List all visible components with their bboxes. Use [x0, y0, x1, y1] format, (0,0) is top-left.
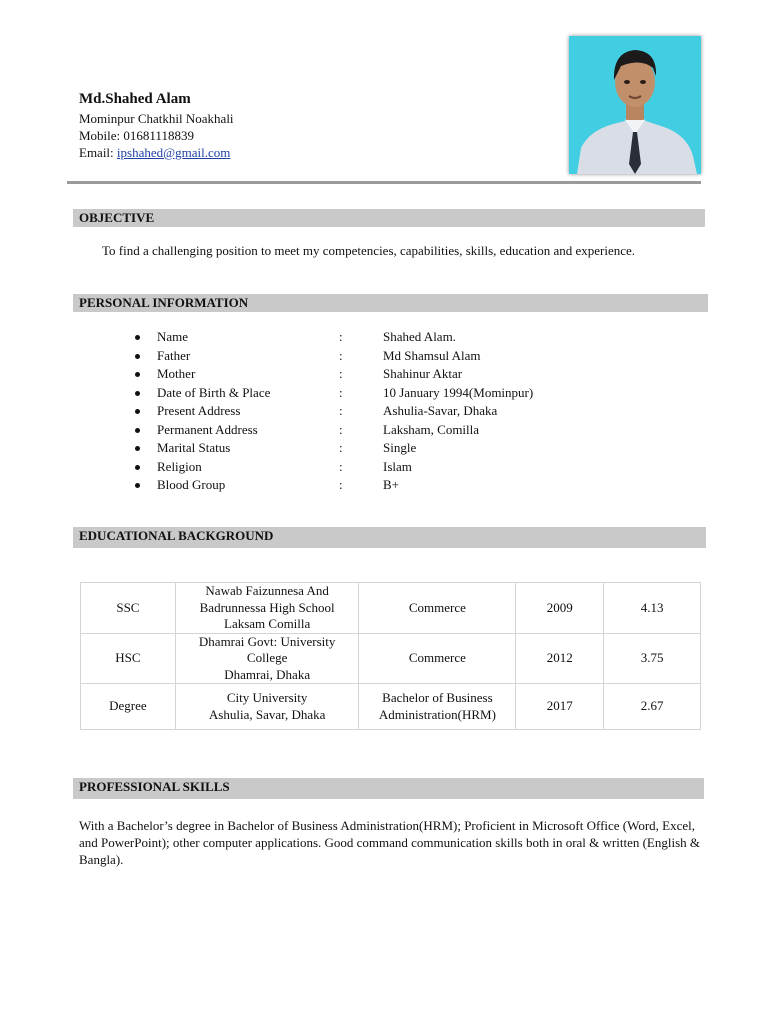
institution-line: College — [246, 650, 288, 665]
institution-line: Dhamrai, Dhaka — [224, 666, 311, 682]
personal-item — [133, 347, 633, 366]
section-heading-professional-skills: PROFESSIONAL SKILLS — [73, 778, 704, 799]
personal-item-value: B+ — [383, 477, 400, 492]
personal-item-key: Father — [157, 347, 191, 363]
personal-item-value: Islam — [383, 458, 412, 474]
education-table — [80, 582, 701, 730]
education-degree: SSC — [81, 583, 176, 634]
group-line: Administration(HRM) — [378, 706, 496, 722]
education-group — [359, 633, 516, 684]
personal-item-separator: : — [339, 366, 343, 381]
education-group — [359, 684, 516, 730]
header-divider — [67, 181, 701, 184]
personal-item — [133, 421, 633, 440]
personal-item-value: Ashulia-Savar, Dhaka — [383, 403, 498, 418]
personal-item-value: Md Shamsul Alam — [383, 347, 481, 363]
group-line: Commerce — [408, 599, 466, 615]
education-institution — [175, 684, 359, 730]
personal-item — [133, 458, 633, 477]
personal-item-key: Marital Status — [157, 440, 231, 455]
education-degree: Degree — [81, 684, 176, 730]
personal-item — [133, 476, 633, 495]
institution-line: Ashulia, Savar, Dhaka — [208, 706, 326, 722]
group-line: Bachelor of Business — [382, 690, 493, 705]
personal-item — [133, 402, 633, 421]
personal-item — [133, 328, 633, 347]
email-link[interactable]: ipshahed@gmail.com — [116, 145, 231, 160]
applicant-address: Mominpur Chatkhil Noakhali — [79, 111, 234, 126]
education-group — [359, 583, 516, 634]
education-result: 3.75 — [604, 633, 701, 684]
personal-item-separator: : — [339, 458, 343, 474]
education-institution — [175, 633, 359, 684]
applicant-mobile: Mobile: 01681118839 — [79, 128, 194, 143]
personal-item-value: Shahed Alam. — [383, 329, 456, 344]
personal-item-value: Shahinur Aktar — [383, 366, 463, 381]
institution-line: Badrunnessa High School — [199, 599, 335, 615]
education-result: 2.67 — [604, 684, 701, 730]
objective-text: To find a challenging position to meet my competencies, capabilities, skills, education and experience. — [102, 243, 636, 258]
education-year: 2012 — [516, 633, 604, 684]
education-year: 2017 — [516, 684, 604, 730]
table-row — [81, 684, 701, 730]
profile-photo — [569, 36, 701, 174]
applicant-email-line — [79, 144, 230, 161]
section-heading-educational-background: EDUCATIONAL BACKGROUND — [73, 527, 706, 548]
personal-item — [133, 384, 633, 403]
institution-line: Laksam Comilla — [224, 616, 311, 631]
email-label: Email: — [79, 145, 117, 160]
section-heading-objective: OBJECTIVE — [73, 209, 705, 227]
table-row — [81, 633, 701, 684]
institution-line: Nawab Faizunnesa And — [205, 583, 329, 598]
table-row — [81, 583, 701, 634]
personal-item-separator: : — [339, 440, 343, 455]
personal-item-separator: : — [339, 384, 343, 400]
institution-line: City University — [226, 690, 308, 705]
personal-item — [133, 365, 633, 384]
profile-photo-illustration — [569, 36, 701, 174]
personal-item — [133, 439, 633, 458]
group-line: Commerce — [408, 650, 466, 665]
personal-item-value: Laksham, Comilla — [383, 421, 480, 437]
personal-item-key: Blood Group — [157, 477, 226, 492]
personal-item-value: 10 January 1994(Mominpur) — [383, 384, 534, 400]
personal-item-separator: : — [339, 347, 343, 363]
education-degree: HSC — [81, 633, 176, 684]
personal-item-key: Present Address — [157, 403, 241, 418]
personal-item-separator: : — [339, 477, 343, 492]
applicant-name: Md.Shahed Alam — [79, 91, 191, 107]
personal-item-separator: : — [339, 329, 343, 344]
professional-skills-text: With a Bachelor’s degree in Bachelor of Business Administration(HRM); Proficient in Microsoft Office (Word, Excel, and PowerPoint); other computer applications. Good command communication skills both in oral & written (English & Bangla). — [79, 818, 701, 867]
education-year: 2009 — [516, 583, 604, 634]
education-institution — [175, 583, 359, 634]
personal-item-key: Religion — [157, 458, 202, 474]
personal-item-key: Name — [157, 329, 189, 344]
personal-item-value: Single — [383, 440, 417, 455]
personal-item-separator: : — [339, 403, 343, 418]
section-heading-personal-information: PERSONAL INFORMATION — [73, 294, 708, 312]
personal-information-list — [133, 328, 633, 495]
personal-item-separator: : — [339, 421, 343, 437]
personal-item-key: Permanent Address — [157, 421, 258, 437]
personal-item-key: Date of Birth & Place — [157, 384, 271, 400]
institution-line: Dhamrai Govt: University — [198, 633, 336, 649]
education-result: 4.13 — [604, 583, 701, 634]
personal-item-key: Mother — [157, 366, 196, 381]
